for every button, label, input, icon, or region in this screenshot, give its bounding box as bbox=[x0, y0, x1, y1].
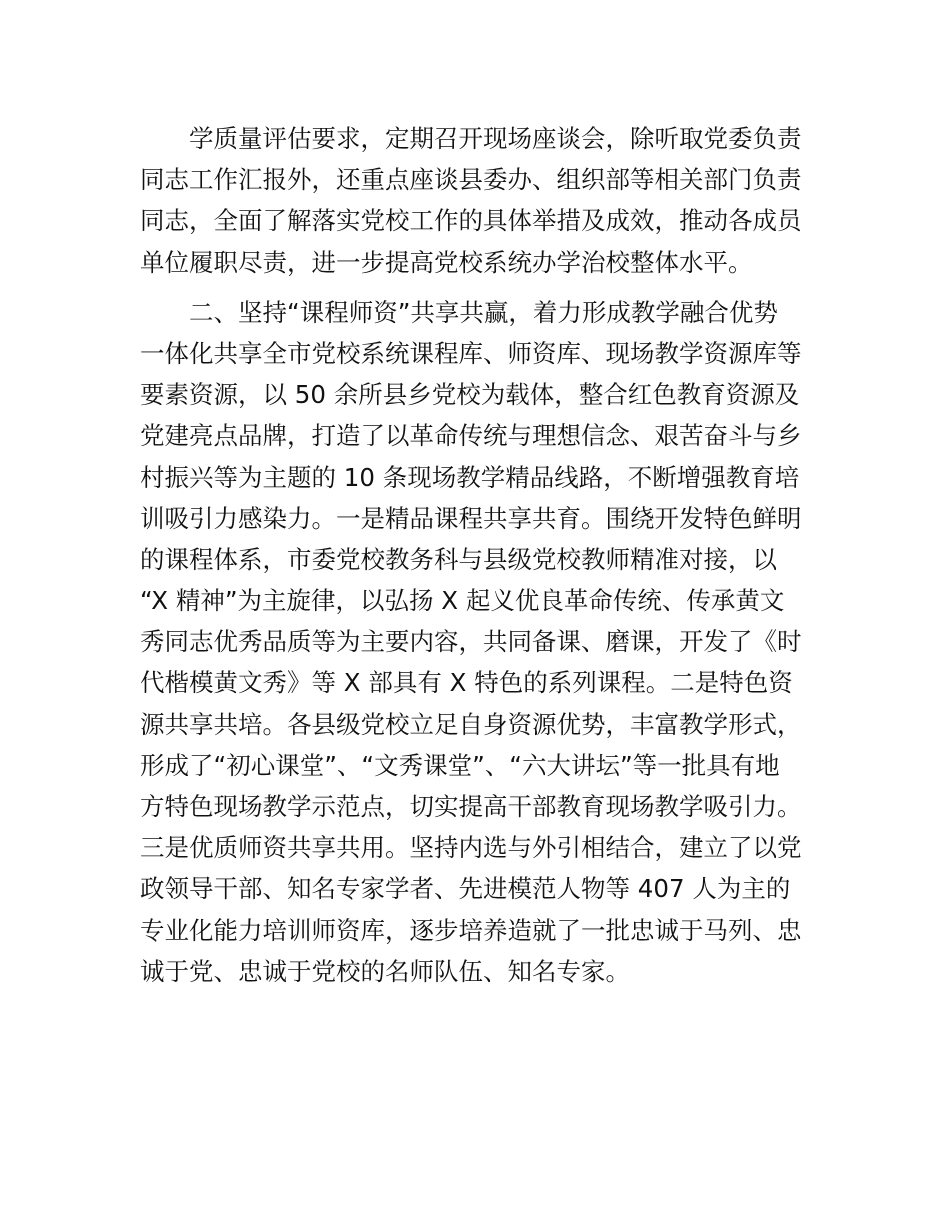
text-line: 秀同志优秀品质等为主要内容，共同备课、磨课，开发了《时 bbox=[140, 627, 802, 657]
paragraph-2 bbox=[140, 292, 812, 992]
text-line: 的课程体系，市委党校教务科与县级党校教师精准对接，以 bbox=[140, 544, 777, 574]
text-line: 同志工作汇报外，还重点座谈县委办、组织部等相关部门负责 bbox=[140, 165, 802, 195]
text-line: “X 精神”为主旋律，以弘扬 X 起义优良革命传统、传承黄文 bbox=[140, 586, 785, 616]
text-line: 方特色现场教学示范点，切实提高干部教育现场教学吸引力。 bbox=[140, 792, 802, 821]
text-line: 党建亮点品牌，打造了以革命传统与理想信念、艰苦奋斗与乡 bbox=[140, 421, 802, 451]
text-line: 专业化能力培训师资库，逐步培养造就了一批忠诚于马列、忠 bbox=[140, 915, 802, 945]
text-line: 一体化共享全市党校系统课程库、师资库、现场教学资源库等 bbox=[140, 338, 802, 368]
text-line: 训吸引力感染力。一是精品课程共享共育。围绕开发特色鲜明 bbox=[140, 503, 802, 533]
text-line: 诚于党、忠诚于党校的名师队伍、知名专家。 bbox=[140, 956, 630, 986]
text-line: 单位履职尽责，进一步提高党校系统办学治校整体水平。 bbox=[140, 247, 753, 277]
text-line: 同志，全面了解落实党校工作的具体举措及成效，推动各成员 bbox=[140, 206, 802, 236]
text-line: 学质量评估要求，定期召开现场座谈会，除听取党委负责 bbox=[140, 124, 802, 153]
text-line: 代楷模黄文秀》等 X 部具有 X 特色的系列课程。二是特色资 bbox=[140, 668, 793, 698]
text-line: 二、坚持“课程师资”共享共赢，着力形成教学融合优势 bbox=[140, 297, 778, 327]
text-line: 要素资源，以 50 余所县乡党校为载体，整合红色教育资源及 bbox=[140, 380, 800, 410]
text-line: 三是优质师资共享共用。坚持内选与外引相结合，建立了以党 bbox=[140, 833, 802, 863]
text-line: 政领导干部、知名专家学者、先进模范人物等 407 人为主的 bbox=[140, 874, 791, 904]
text-line: 村振兴等为主题的 10 条现场教学精品线路，不断增强教育培 bbox=[140, 462, 800, 492]
body-text bbox=[140, 118, 812, 992]
paragraph-1 bbox=[140, 118, 812, 283]
text-line: 源共享共培。各县级党校立足自身资源优势，丰富教学形式， bbox=[140, 709, 802, 739]
text-line: 形成了“初心课堂”、“文秀课堂”、“六大讲坛”等一批具有地 bbox=[140, 750, 780, 780]
